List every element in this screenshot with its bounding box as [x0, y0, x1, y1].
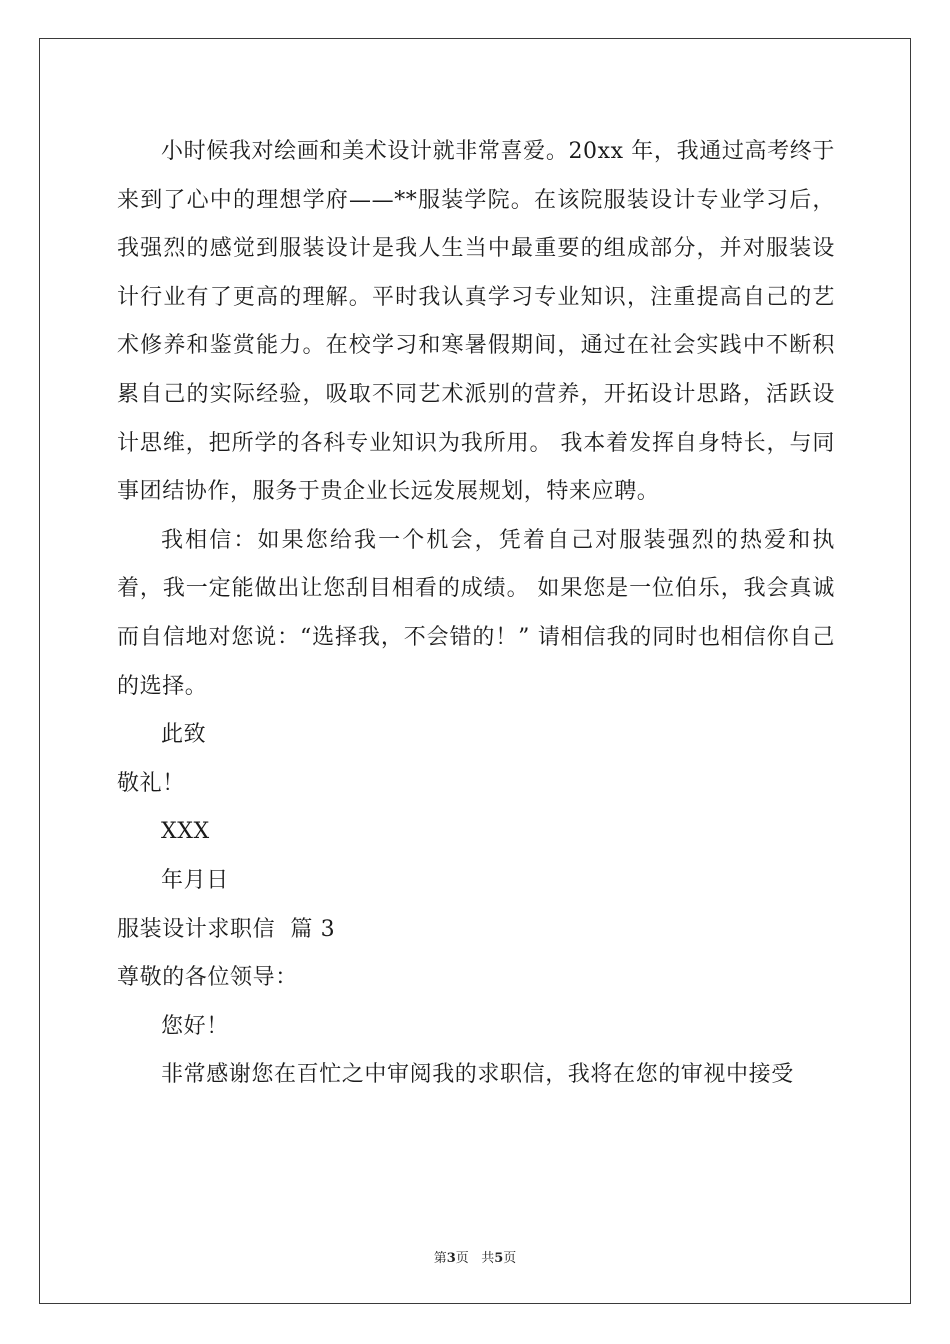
page-footer: [0, 1247, 950, 1266]
paragraph-thanks: 非常感谢您在百忙之中审阅我的求职信，我将在您的审视中接受: [161, 1062, 794, 1088]
letter-body: [117, 128, 835, 1100]
footer-total-pages: 5: [494, 1251, 504, 1266]
greeting-line: 尊敬的各位领导：: [117, 965, 298, 991]
footer-suffix: 页: [503, 1251, 517, 1266]
footer-prefix: 第: [433, 1251, 447, 1266]
hello-line: 您好！: [161, 1013, 229, 1039]
footer-current-page: 3: [446, 1251, 456, 1266]
footer-mid: 页 共: [455, 1251, 495, 1266]
closing-line: 此致: [161, 722, 207, 748]
section-title: 服装设计求职信 篇 3: [117, 916, 336, 942]
paragraph-confidence: 我相信：如果您给我一个机会，凭着自己对服装强烈的热爱和执着，我一定能做出让您刮目相看的成绩。 如果您是一位伯乐，我会真诚而自信地对您说：“选择我，不会错的！” 请相信我的同时也相信你自己的选择。: [117, 527, 835, 699]
signature-line: XXX: [161, 819, 210, 845]
date-line: 年月日: [161, 867, 229, 893]
paragraph-background: 小时候我对绘画和美术设计就非常喜爱。20xx 年，我通过高考终于来到了心中的理想学府——**服装学院。在该院服装设计专业学习后，我强烈的感觉到服装设计是我人生当中最重要的组成部分，并对服装设计行业有了更高的理解。平时我认真学习专业知识，注重提高自己的艺术修养和鉴赏能力。在校学习和寒暑假期间，通过在社会实践中不断积累自己的实际经验，吸取不同艺术派别的营养，开拓设计思路，活跃设计思维，把所学的各科专业知识为我所用。 我本着发挥自身特长，与同事团结协作，服务于贵企业长远发展规划，特来应聘。: [117, 139, 835, 505]
salute-line: 敬礼！: [117, 770, 185, 796]
